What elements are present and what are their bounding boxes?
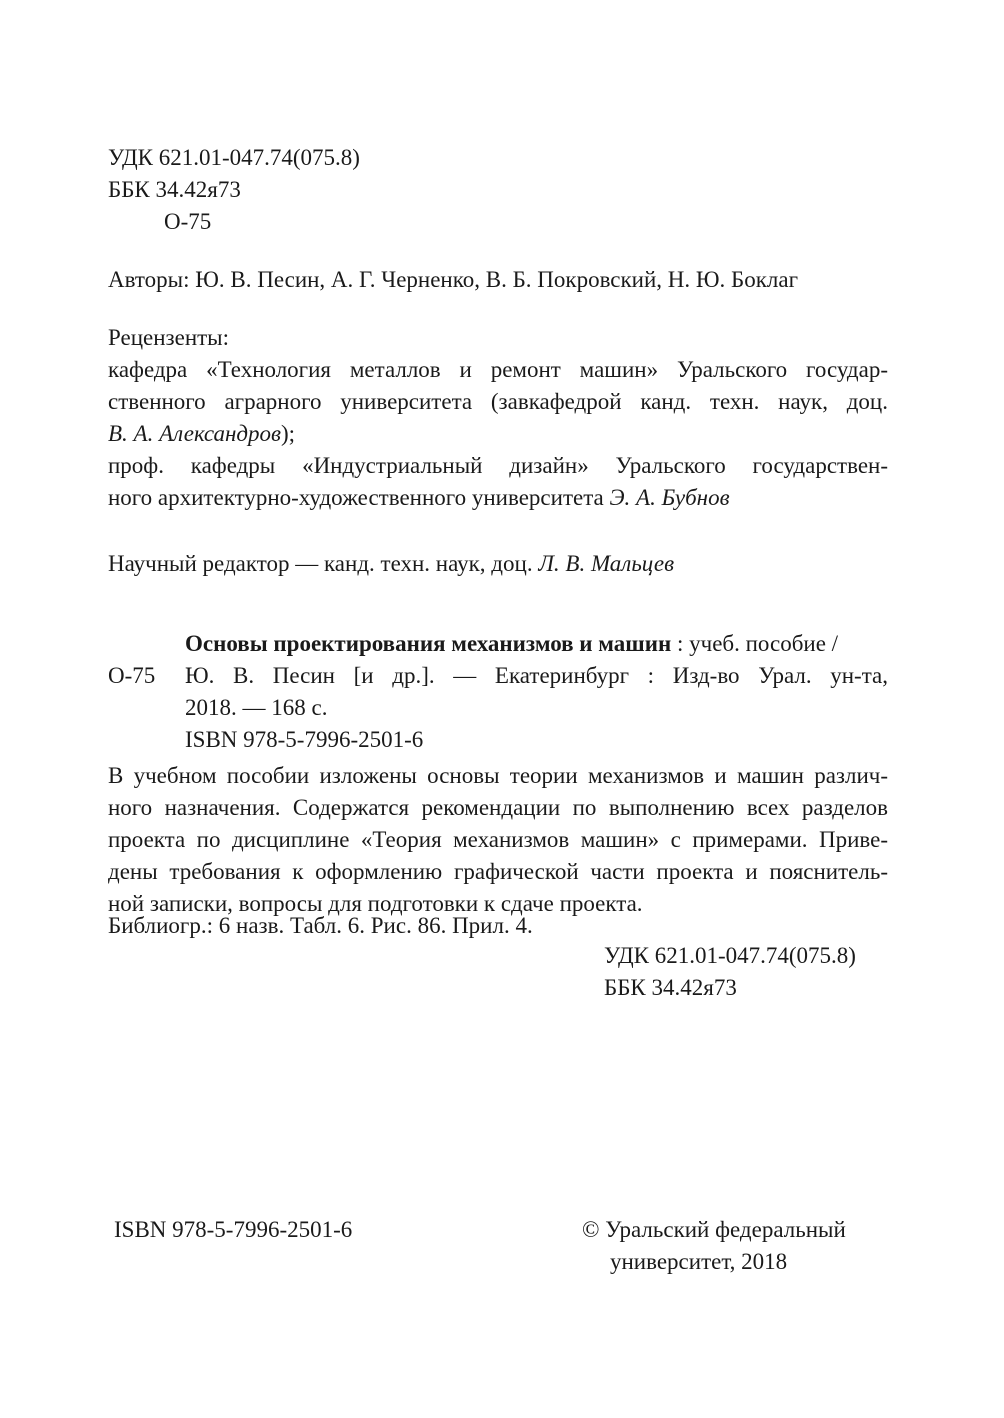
annotation-line-3: проекта по дисциплине «Теория механизмов машин» с примерами. Приве- bbox=[108, 827, 888, 852]
biblio-note-block bbox=[108, 910, 888, 942]
annotation-line-5: ной записки, вопросы для подготовки к сдаче проекта. bbox=[108, 891, 643, 916]
bbk-code: ББК 34.42я73 bbox=[108, 177, 241, 202]
bottom-udk-code: УДК 621.01-047.74(075.8) bbox=[604, 943, 856, 968]
reviewers-block bbox=[108, 322, 888, 514]
bibliographic-line-3: 2018. — 168 с. bbox=[185, 695, 328, 720]
bottom-classification-codes bbox=[604, 940, 894, 1004]
top-classification-codes bbox=[108, 142, 888, 238]
udk-code: УДК 621.01-047.74(075.8) bbox=[108, 145, 360, 170]
author-mark: О-75 bbox=[164, 209, 212, 234]
bibliographic-isbn: ISBN 978-5-7996-2501-6 bbox=[185, 727, 424, 752]
reviewers-heading: Рецензенты: bbox=[108, 325, 230, 350]
reviewer-1-line-1: кафедра «Технология металлов и ремонт машин» Уральского государ- bbox=[108, 357, 888, 382]
bibliographic-code: О-75 bbox=[108, 663, 156, 688]
footer-isbn-text: ISBN 978-5-7996-2501-6 bbox=[114, 1217, 353, 1242]
reviewer-2-name: Э. А. Бубнов bbox=[609, 485, 730, 510]
footer-isbn bbox=[114, 1214, 352, 1246]
reviewer-1-end: ); bbox=[280, 421, 296, 446]
reviewer-1-line-2: ственного аграрного университета (завкафедрой канд. техн. наук, доц. bbox=[108, 389, 888, 414]
authors-block bbox=[108, 264, 888, 296]
reviewer-2-line-1: проф. кафедры «Индустриальный дизайн» Уральского государствен- bbox=[108, 453, 888, 478]
bibliographic-text bbox=[185, 628, 888, 756]
bibliographic-line-1 bbox=[185, 628, 888, 660]
book-title: Основы проектирования механизмов и машин bbox=[185, 631, 672, 656]
reviewer-1-name: В. А. Александров bbox=[108, 421, 281, 446]
annotation-line-1: В учебном пособии изложены основы теории механизмов и машин различ- bbox=[108, 763, 888, 788]
bottom-bbk-code: ББК 34.42я73 bbox=[604, 975, 737, 1000]
bibliographic-line-2: Ю. В. Песин [и др.]. — Екатеринбург : Изд-во Урал. ун-та, bbox=[185, 663, 888, 688]
reviewer-1-line-3 bbox=[108, 418, 888, 450]
book-title-rest: : учеб. пособие / bbox=[671, 631, 839, 656]
copyright-block bbox=[582, 1214, 846, 1278]
reviewer-2-line-2 bbox=[108, 482, 888, 514]
annotation-line-4: дены требования к оформлению графической части проекта и пояснитель- bbox=[108, 859, 888, 884]
editor-text: Научный редактор — канд. техн. наук, доц. bbox=[108, 551, 539, 576]
copyright-line-2: университет, 2018 bbox=[610, 1249, 788, 1274]
copyright-line-1: © Уральский федеральный bbox=[582, 1217, 846, 1242]
biblio-note: Библиогр.: 6 назв. Табл. 6. Рис. 86. Прил. 4. bbox=[108, 913, 533, 938]
annotation-line-2: ного назначения. Содержатся рекомендации по выполнению всех разделов bbox=[108, 795, 888, 820]
annotation-block bbox=[108, 760, 888, 920]
reviewer-2-text: ного архитектурно-художественного университета bbox=[108, 485, 610, 510]
editor-block bbox=[108, 548, 888, 580]
editor-name: Л. В. Мальцев bbox=[538, 551, 675, 576]
authors-line: Авторы: Ю. В. Песин, А. Г. Черненко, В. Б. Покровский, Н. Ю. Боклаг bbox=[108, 267, 799, 292]
editor-line bbox=[108, 548, 888, 580]
